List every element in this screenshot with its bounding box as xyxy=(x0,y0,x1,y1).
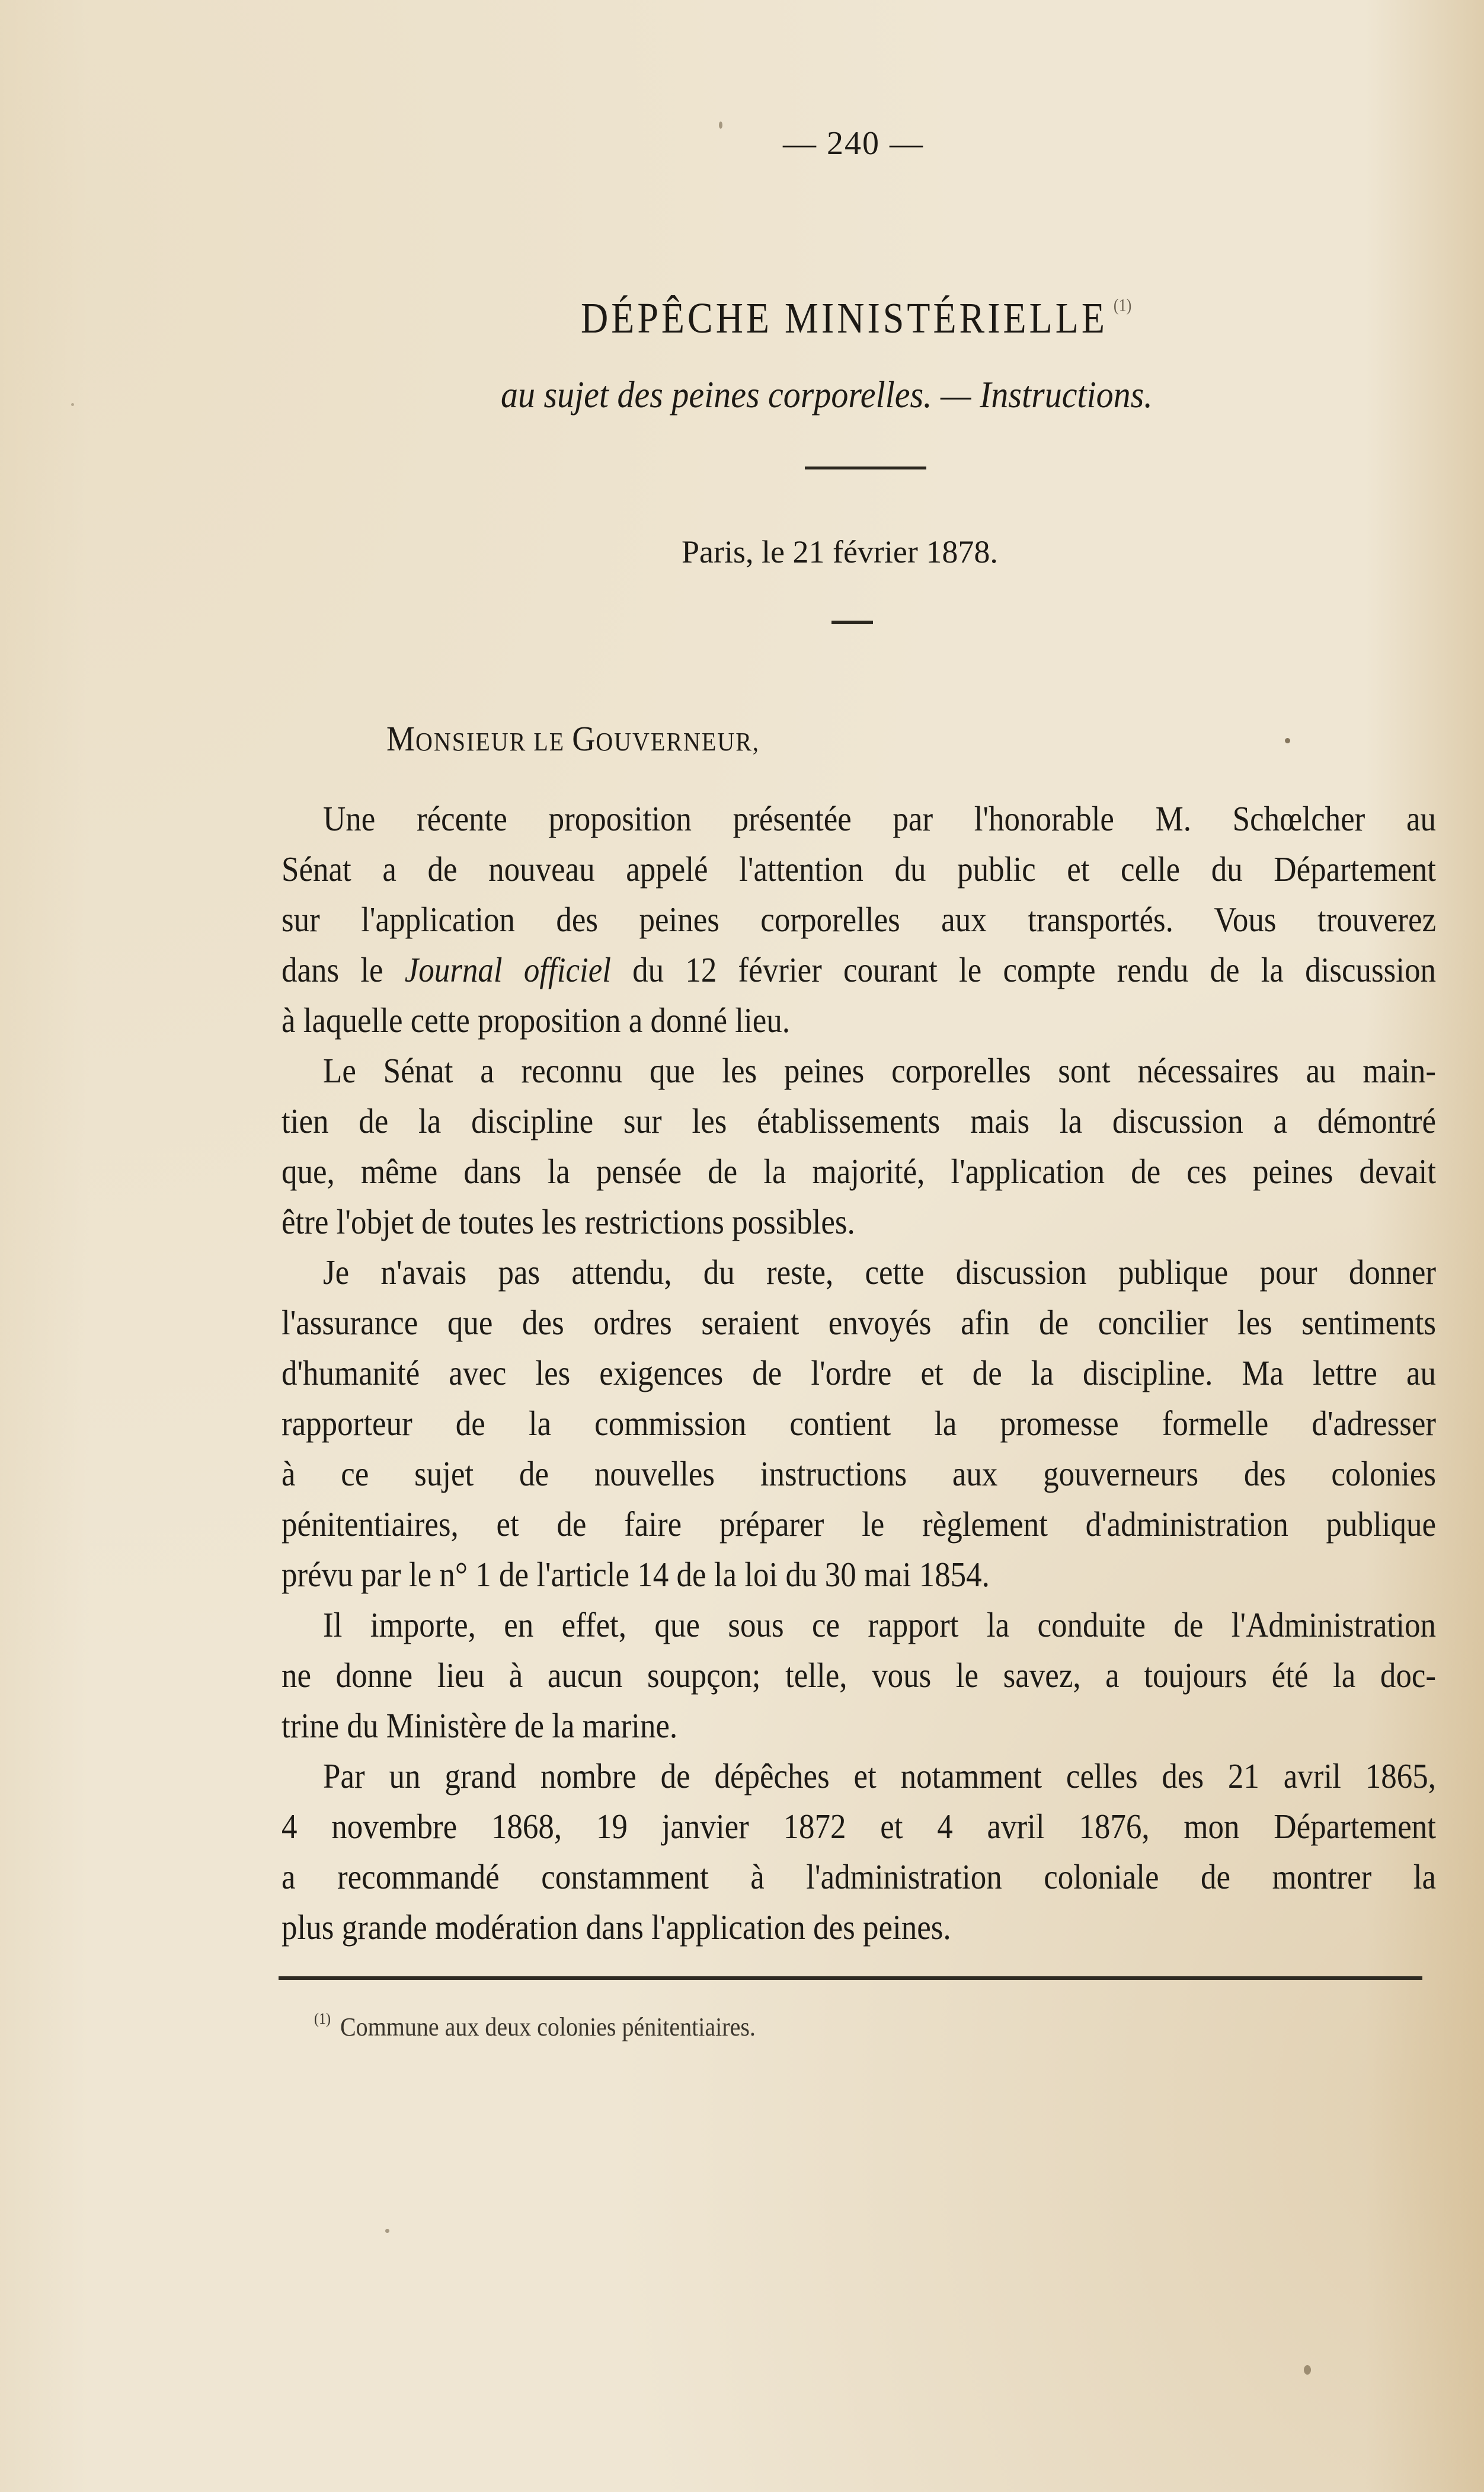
salutation-initial-2: G xyxy=(572,719,596,759)
body-line: rapporteur de la commission contient la promesse formelle d'adresser xyxy=(282,1404,1436,1443)
body-line: ne donne lieu à aucun soupçon; telle, vous le savez, a toujours été la doc- xyxy=(282,1656,1436,1695)
body-line: Le Sénat a reconnu que les peines corporelles sont nécessaires au main- xyxy=(323,1052,1436,1091)
body-line: à laquelle cette proposition a donné lieu. xyxy=(282,1001,791,1040)
footnote-marker: (1) xyxy=(314,2011,331,2028)
body-line xyxy=(282,943,1436,999)
body-line: pénitentiaires, et de faire préparer le règlement d'administration publique xyxy=(282,1505,1436,1544)
body-line: sur l'application des peines corporelles aux transportés. Vous trouverez xyxy=(282,900,1436,940)
page-number: — 240 — xyxy=(783,125,924,162)
body-line: Je n'avais pas attendu, du reste, cette discussion publique pour donner xyxy=(323,1253,1436,1292)
body-line: a recommandé constamment à l'administration coloniale de montrer la xyxy=(282,1858,1436,1897)
document-subtitle: au sujet des peines corporelles. — Instructions. xyxy=(501,373,1153,416)
body-line-post: du 12 février courant le compte rendu de la discussion xyxy=(611,951,1436,990)
document-title xyxy=(581,293,1173,343)
body-line: prévu par le n° 1 de l'article 14 de la loi du 30 mai 1854. xyxy=(282,1555,990,1595)
body-line: être l'objet de toutes les restrictions possibles. xyxy=(282,1203,855,1242)
paper-speck xyxy=(1285,738,1290,743)
paper-speck xyxy=(385,2229,389,2233)
salutation xyxy=(386,718,760,759)
body-line: Une récente proposition présentée par l'honorable M. Schœlcher au xyxy=(323,800,1436,839)
body-line: d'humanité avec les exigences de l'ordre et de la discipline. Ma lettre au xyxy=(282,1354,1436,1393)
body-line: à ce sujet de nouvelles instructions aux gouverneurs des colonies xyxy=(282,1455,1436,1494)
paper-speck xyxy=(719,122,722,129)
body-line: Par un grand nombre de dépêches et notamment celles des 21 avril 1865, xyxy=(323,1757,1436,1796)
footnote-text: Commune aux deux colonies pénitentiaires. xyxy=(340,2012,756,2041)
body-line: trine du Ministère de la marine. xyxy=(282,1707,678,1746)
title-text: DÉPÊCHE MINISTÉRIELLE xyxy=(581,293,1108,343)
salutation-initial-1: M xyxy=(386,719,416,759)
title-footnote-marker: (1) xyxy=(1113,295,1132,315)
dateline: Paris, le 21 février 1878. xyxy=(682,534,998,570)
footnote xyxy=(314,2011,756,2042)
paper-speck xyxy=(71,403,74,406)
salutation-smallcaps-2: OUVERNEUR, xyxy=(596,727,760,756)
title-divider xyxy=(805,467,926,469)
body-line: l'assurance que des ordres seraient envoyés afin de concilier les sentiments xyxy=(282,1303,1436,1343)
body-line-pre: dans le xyxy=(282,951,405,990)
body-line: tien de la discipline sur les établissements mais la discussion a démontré xyxy=(282,1102,1436,1141)
journal-officiel-italic: Journal officiel xyxy=(404,951,611,990)
body-line: plus grande modération dans l'application des peines. xyxy=(282,1908,951,1947)
paper-speck xyxy=(1304,2365,1311,2375)
salutation-smallcaps-1: ONSIEUR LE xyxy=(415,727,573,756)
body-line: Il importe, en effet, que sous ce rapport la conduite de l'Administration xyxy=(323,1606,1436,1645)
date-divider xyxy=(831,621,873,624)
footnote-divider xyxy=(279,1976,1422,1980)
body-line: que, même dans la pensée de la majorité, l'application de ces peines devait xyxy=(282,1152,1436,1191)
body-line: 4 novembre 1868, 19 janvier 1872 et 4 avril 1876, mon Département xyxy=(282,1807,1436,1846)
body-line: Sénat a de nouveau appelé l'attention du public et celle du Département xyxy=(282,850,1436,889)
letter-body xyxy=(282,794,1436,1953)
